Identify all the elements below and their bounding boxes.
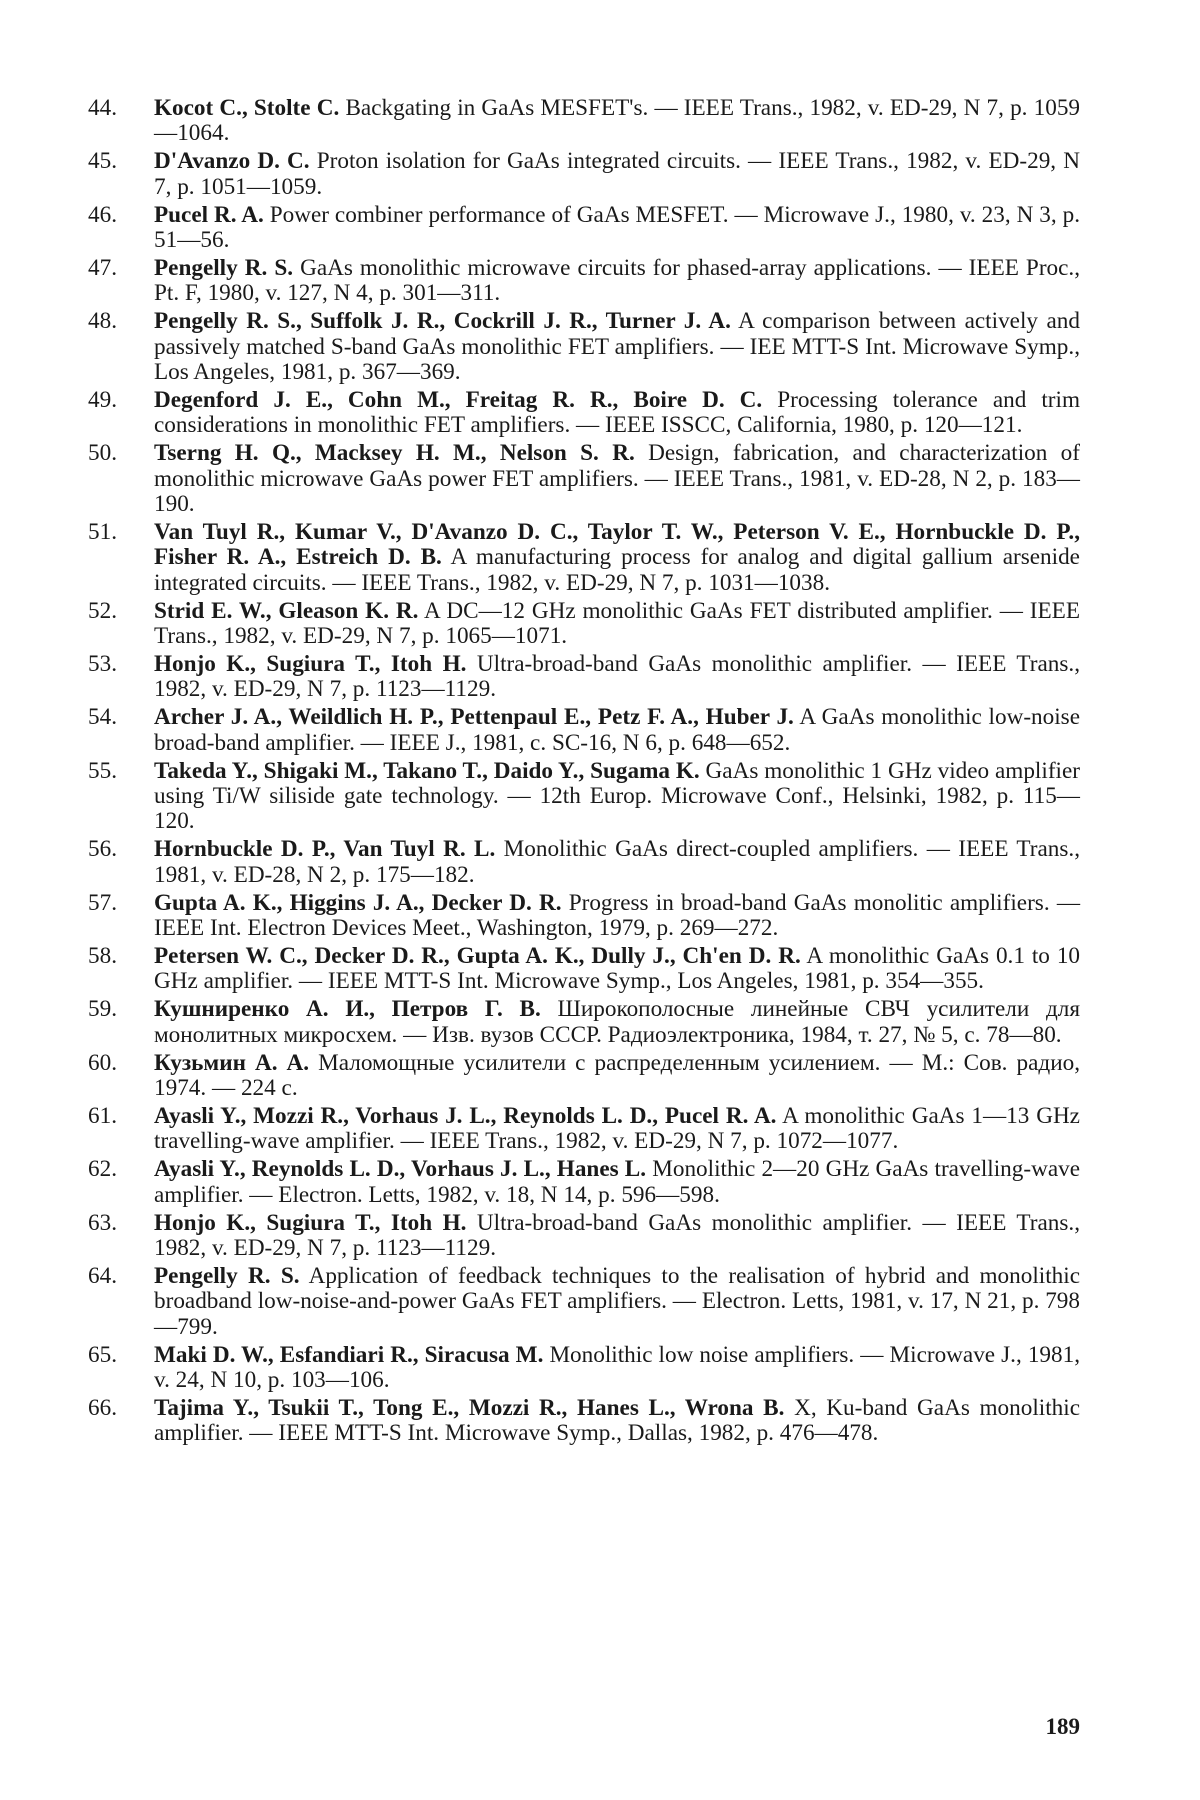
reference-number: 52.: [88, 597, 117, 624]
reference-authors: Hornbuckle D. P., Van Tuyl R. L.: [154, 836, 496, 863]
reference-number: 65.: [88, 1341, 117, 1368]
reference-number: 64.: [88, 1262, 117, 1289]
reference-number: 44.: [88, 95, 117, 121]
reference-number: 46.: [88, 201, 117, 228]
reference-text: Ultra-broad-band GaAs monolithic amplifier. — IEEE Trans., 1982, v. ED-29, N 7, p. 1123—1129.: [154, 1209, 1080, 1261]
reference-number: 49.: [88, 386, 117, 413]
reference-authors: Tajima Y., Tsukii T., Tong E., Mozzi R., Hanes L., Wrona B.: [154, 1394, 785, 1421]
reference-entry: [88, 836, 1081, 888]
reference-entry: [88, 1209, 1080, 1262]
reference-list: [88, 95, 1081, 1449]
reference-authors: Strid E. W., Gleason K. R.: [154, 597, 419, 624]
reference-text: A comparison between actively and passively matched S-band GaAs monolithic FET amplifiers. — IEE MTT-S Int. Microwave Symp., Los Angeles, 1981, p. 367—369.: [154, 308, 1080, 386]
reference-number: 63.: [88, 1209, 117, 1236]
reference-text: GaAs monolithic 1 GHz video amplifier using Ti/W siliside gate technology. — 12th Europ. Microwave Conf., Helsinki, 1982, p. 115—120.: [154, 757, 1080, 835]
reference-authors: Ayasli Y., Mozzi R., Vorhaus J. L., Reynolds L. D., Pucel R. A.: [154, 1102, 777, 1129]
reference-entry: [88, 95, 1081, 147]
reference-authors: Pengelly R. S.: [154, 254, 294, 281]
reference-authors: Van Tuyl R., Kumar V., D'Avanzo D. C., Taylor T. W., Peterson V. E., Hornbuckle D. P., Fisher R. A., Estreich D. B.: [154, 519, 1080, 571]
reference-text: Power combiner performance of GaAs MESFET. — Microwave J., 1980, v. 23, N 3, p. 51—56.: [154, 201, 1080, 254]
reference-entry: [88, 996, 1081, 1048]
reference-authors: Maki D. W., Esfandiari R., Siracusa M.: [154, 1341, 544, 1368]
reference-number: 47.: [88, 254, 117, 281]
reference-text: Design, fabrication, and characterization of monolithic microwave GaAs power FET amplifiers. — IEEE Trans., 1981, v. ED-28, N 2, p. 183—190.: [154, 440, 1080, 518]
reference-number: 50.: [88, 440, 117, 467]
reference-text: Progress in broad-band GaAs monolitic amplifiers. — IEEE Int. Electron Devices Meet., Washington, 1979, p. 269—272.: [154, 889, 1080, 942]
reference-text: A monolithic GaAs 0.1 to 10 GHz amplifier. — IEEE MTT-S Int. Microwave Symp., Los Angeles, 1981, p. 354—355.: [154, 943, 1081, 995]
reference-number: 54.: [88, 704, 117, 731]
reference-number: 58.: [88, 943, 117, 969]
reference-entry: [88, 1049, 1080, 1102]
reference-text: Backgating in GaAs MESFET's. — IEEE Trans., 1982, v. ED-29, N 7, p. 1059—1064.: [154, 95, 1081, 147]
reference-number: 57.: [88, 889, 117, 916]
reference-authors: Pucel R. A.: [154, 201, 264, 228]
reference-text: Monolithic low noise amplifiers. — Microwave J., 1981, v. 24, N 10, p. 103—106.: [154, 1341, 1081, 1393]
reference-authors: Pengelly R. S.: [154, 1262, 300, 1289]
reference-text: Application of feedback techniques to the realisation of hybrid and monolithic broadband low-noise-and-power GaAs FET amplifiers. — Electron. Letts, 1981, v. 17, N 21, p. 798—799.: [154, 1262, 1080, 1340]
reference-authors: Archer J. A., Weildlich H. P., Pettenpaul E., Petz F. A., Huber J.: [154, 704, 794, 731]
reference-authors: Honjo K., Sugiura T., Itoh H.: [154, 651, 467, 678]
reference-text: X, Ku-band GaAs monolithic amplifier. — IEEE MTT-S Int. Microwave Symp., Dallas, 1982, p. 476—478.: [154, 1394, 1080, 1447]
page-number: 189: [1045, 1714, 1080, 1739]
reference-entry: [88, 597, 1080, 650]
reference-text: Processing tolerance and trim considerations in monolithic FET amplifiers. — IEEE ISSCC, California, 1980, p. 120—121.: [154, 386, 1080, 439]
reference-entry: [88, 889, 1080, 942]
reference-authors: D'Avanzo D. C.: [154, 148, 310, 175]
reference-authors: Degenford J. E., Cohn M., Freitag R. R., Boire D. C.: [154, 386, 763, 413]
reference-entry: [88, 308, 1080, 386]
reference-entry: [88, 519, 1080, 596]
reference-entry: [88, 943, 1081, 995]
reference-number: 61.: [88, 1102, 117, 1129]
reference-entry: [88, 704, 1080, 756]
reference-authors: Honjo K., Sugiura T., Itoh H.: [154, 1209, 467, 1236]
reference-number: 53.: [88, 651, 117, 678]
reference-text: Monolithic GaAs direct-coupled amplifiers. — IEEE Trans., 1981, v. ED-28, N 2, p. 175—182.: [154, 836, 1081, 888]
reference-authors: Tserng H. Q., Macksey H. M., Nelson S. R.: [154, 440, 635, 467]
reference-entry: [88, 1341, 1081, 1394]
reference-authors: Gupta A. K., Higgins J. A., Decker D. R.: [154, 889, 562, 916]
reference-entry: [88, 1156, 1080, 1208]
reference-entry: [88, 254, 1081, 307]
reference-authors: Кузьмин А. А.: [154, 1049, 310, 1076]
reference-number: 48.: [88, 308, 117, 335]
reference-text: A manufacturing process for analog and digital gallium arsenide integrated circuits. — IEEE Trans., 1982, v. ED-29, N 7, p. 1031—1038.: [154, 544, 1080, 596]
reference-number: 66.: [88, 1394, 117, 1421]
reference-authors: Petersen W. C., Decker D. R., Gupta A. K., Dully J., Ch'en D. R.: [154, 943, 801, 969]
reference-entry: [88, 1394, 1080, 1447]
reference-number: 60.: [88, 1049, 117, 1076]
reference-text: GaAs monolithic microwave circuits for phased-array applications. — IEEE Proc., Pt. F, 1980, v. 127, N 4, p. 301—311.: [154, 254, 1081, 307]
reference-entry: [88, 440, 1080, 518]
reference-number: 62.: [88, 1156, 117, 1183]
reference-number: 45.: [88, 148, 117, 175]
reference-entry: [88, 386, 1080, 439]
reference-text: Маломощные усилители с распределенным усилением. — М.: Сов. радио, 1974. — 224 с.: [154, 1049, 1080, 1102]
reference-entry: [88, 757, 1080, 835]
reference-entry: [88, 1262, 1080, 1340]
reference-authors: Pengelly R. S., Suffolk J. R., Cockrill J. R., Turner J. A.: [154, 308, 731, 335]
reference-number: 59.: [88, 996, 117, 1023]
reference-authors: Kocot C., Stolte C.: [154, 95, 340, 121]
reference-text: Monolithic 2—20 GHz GaAs travelling-wave amplifier. — Electron. Letts, 1982, v. 18, N 14, p. 596—598.: [154, 1156, 1080, 1208]
reference-entry: [88, 1102, 1080, 1155]
reference-entry: [88, 148, 1080, 200]
reference-authors: Takeda Y., Shigaki M., Takano T., Daido Y., Sugama K.: [154, 757, 700, 784]
reference-text: A monolithic GaAs 1—13 GHz travelling-wave amplifier. — IEEE Trans., 1982, v. ED-29, N 7, p. 1072—1077.: [154, 1102, 1080, 1155]
reference-text: Proton isolation for GaAs integrated circuits. — IEEE Trans., 1982, v. ED-29, N 7, p. 1051—1059.: [154, 148, 1080, 200]
reference-entry: [88, 651, 1080, 703]
reference-number: 51.: [88, 519, 117, 545]
reference-number: 56.: [88, 836, 117, 863]
reference-text: A DC—12 GHz monolithic GaAs FET distributed amplifier. — IEEE Trans., 1982, v. ED-29, N 7, p. 1065—1071.: [154, 597, 1080, 650]
reference-authors: Ayasli Y., Reynolds L. D., Vorhaus J. L., Hanes L.: [154, 1156, 647, 1183]
reference-authors: Кушниренко А. И., Петров Г. В.: [154, 996, 541, 1023]
reference-text: Широкополосные линейные СВЧ усилители для монолитных микросхем. — Изв. вузов СССР. Радиоэлектроника, 1984, т. 27, № 5, с. 78—80.: [154, 996, 1081, 1048]
reference-number: 55.: [88, 757, 117, 784]
reference-text: Ultra-broad-band GaAs monolithic amplifier. — IEEE Trans., 1982, v. ED-29, N 7, p. 1123—1129.: [154, 651, 1080, 703]
reference-entry: [88, 201, 1080, 254]
reference-text: A GaAs monolithic low-noise broad-band amplifier. — IEEE J., 1981, c. SC-16, N 6, p. 648—652.: [154, 704, 1080, 756]
